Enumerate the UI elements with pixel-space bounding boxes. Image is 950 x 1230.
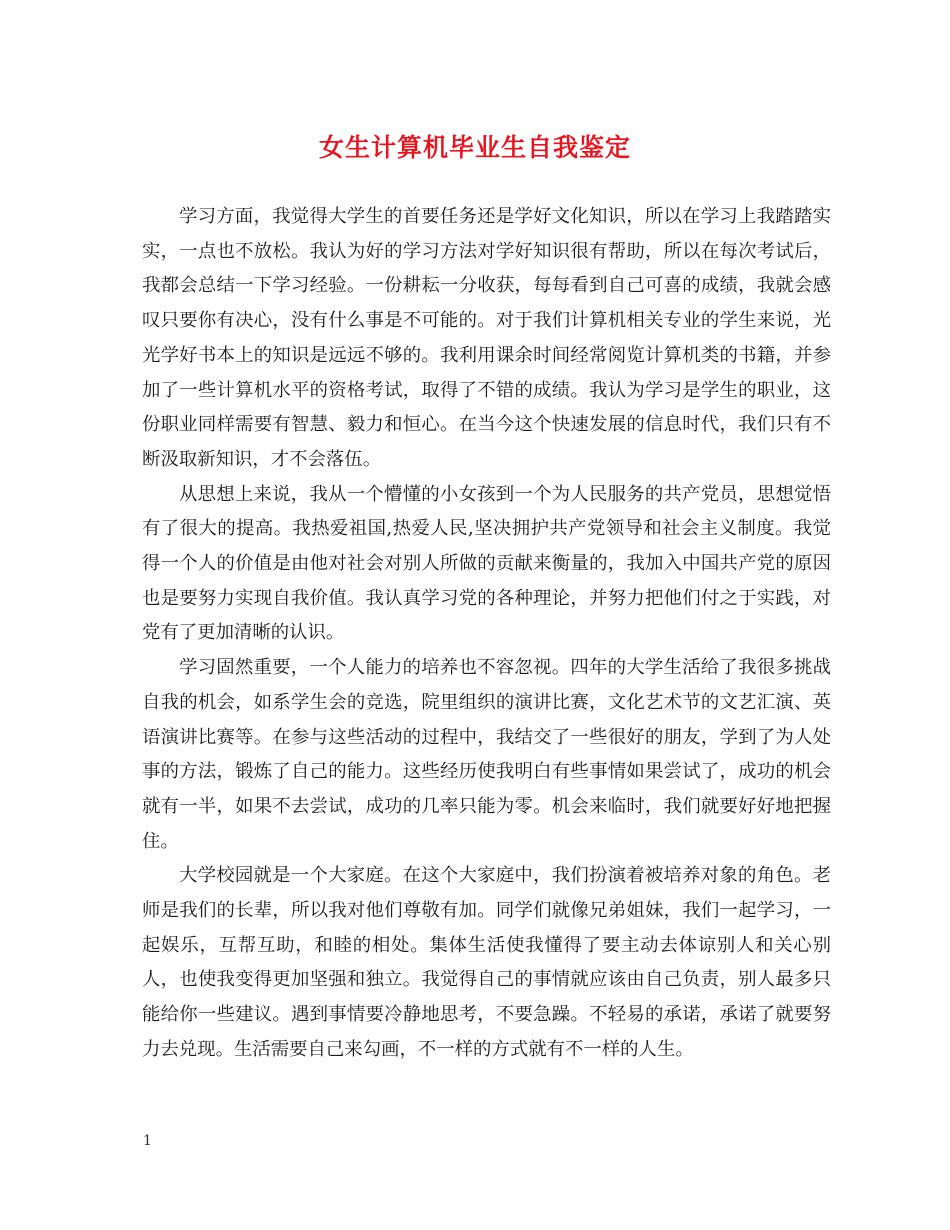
paragraph-ability: 学习固然重要，一个人能力的培养也不容忽视。四年的大学生活给了我很多挑战自我的机会，如系学生会的竞选，院里组织的演讲比赛，文化艺术节的文艺汇演、英语演讲比赛等。在参与这些活动的过程中，我结交了一些很好的朋友，学到了为人处事的方法，锻炼了自己的能力。这些经历使我明白有些事情如果尝试了，成功的机会就有一半，如果不去尝试，成功的几率只能为零。机会来临时，我们就要好好地把握住。	[142, 657, 831, 852]
page-number: 1	[143, 1133, 152, 1149]
paragraph-ideology: 从思想上来说，我从一个懵懂的小女孩到一个为人民服务的共产党员，思想觉悟有了很大的提高。我热爱祖国,热爱人民,坚决拥护共产党领导和社会主义制度。我觉得一个人的价值是由他对社会对别人所做的贡献来衡量的，我加入中国共产党的原因也是要努力实现自我价值。我认真学习党的各种理论，并努力把他们付之于实践，对党有了更加清晰的认识。	[142, 483, 831, 644]
paragraph-campus-life: 大学校园就是一个大家庭。在这个大家庭中，我们扮演着被培养对象的角色。老师是我们的长辈，所以我对他们尊敬有加。同学们就像兄弟姐妹，我们一起学习，一起娱乐，互帮互助，和睦的相处。集体生活使我懂得了要主动去体谅别人和关心别人，也使我变得更加坚强和独立。我觉得自己的事情就应该由自己负责，别人最多只能给你一些建议。遇到事情要冷静地思考，不要急躁。不轻易的承诺，承诺了就要努力去兑现。生活需要自己来勾画，不一样的方式就有不一样的人生。	[142, 865, 831, 1060]
document-body	[142, 200, 831, 1068]
page-title: 女生计算机毕业生自我鉴定	[318, 133, 631, 162]
paragraph-study: 学习方面，我觉得大学生的首要任务还是学好文化知识，所以在学习上我踏踏实实，一点也不放松。我认为好的学习方法对学好知识很有帮助，所以在每次考试后，我都会总结一下学习经验。一份耕耘一分收获，每每看到自己可喜的成绩，我就会感叹只要你有决心，没有什么事是不可能的。对于我们计算机相关专业的学生来说，光光学好书本上的知识是远远不够的。我利用课余时间经常阅览计算机类的书籍，并参加了一些计算机水平的资格考试，取得了不错的成绩。我认为学习是学生的职业，这份职业同样需要有智慧、毅力和恒心。在当今这个快速发展的信息时代，我们只有不断汲取新知识，才不会落伍。	[142, 206, 831, 470]
